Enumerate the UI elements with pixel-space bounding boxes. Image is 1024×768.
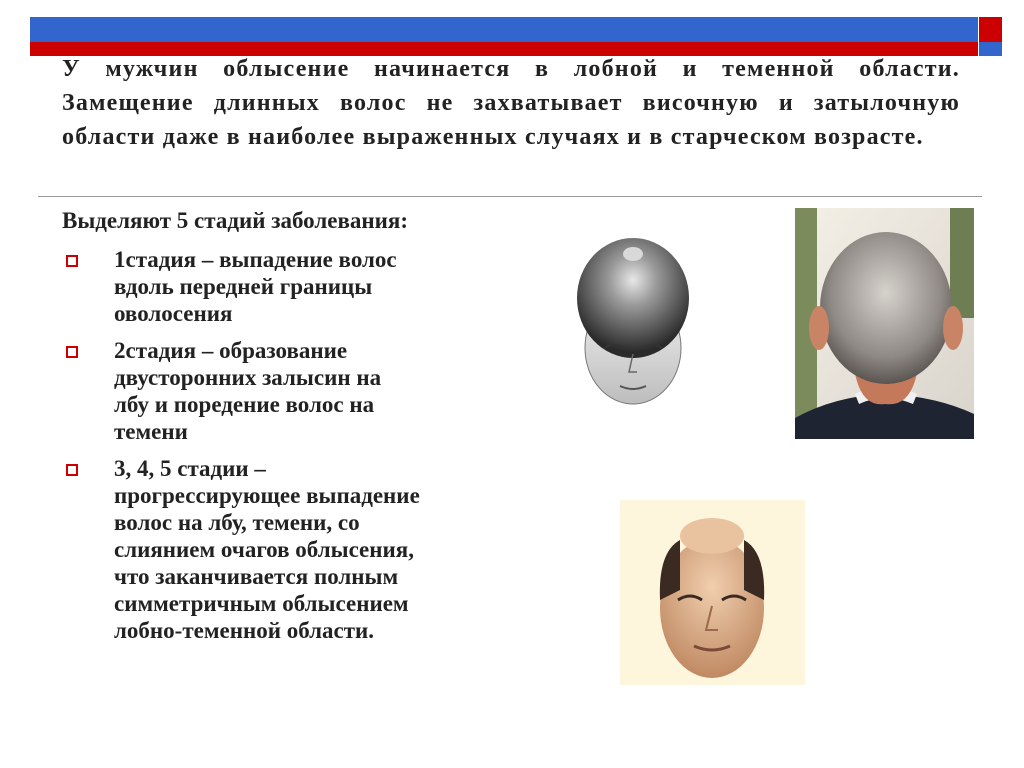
stage-item-text: 3, 4, 5 стадии – прогрессирующее выпадение волос на лбу, темени, со слиянием очагов облысения, что заканчивается полным симметричным облысением лобно-теменной области. (114, 456, 420, 643)
square-bullet-icon (66, 346, 78, 358)
head-back-view-image (795, 208, 974, 439)
stage-item-2 (62, 337, 502, 445)
square-bullet-icon (66, 464, 78, 476)
stages-heading: Выделяют 5 стадий заболевания: (62, 208, 409, 233)
stages-section (62, 206, 502, 654)
stage-item-text: 1стадия – выпадение волос вдоль передней границы оволосения (114, 247, 397, 326)
head-top-view-image (574, 236, 692, 408)
header-corner-frame (978, 16, 1003, 57)
header-blue-bar (30, 17, 978, 42)
stage-list (62, 246, 502, 644)
square-bullet-icon (66, 255, 78, 267)
intro-paragraph: У мужчин облысение начинается в лобной и теменной области. Замещение длинных волос не захватывает височную и затылочную области даже в наиболее выраженных случаях и в старческом возрасте. (62, 56, 960, 150)
section-divider (38, 196, 982, 197)
bald-man-image (620, 500, 805, 685)
stage-item-text: 2стадия – образование двусторонних залысин на лбу и поредение волос на темени (114, 338, 382, 444)
stage-item-1 (62, 246, 502, 327)
stage-item-3-5 (62, 455, 502, 644)
